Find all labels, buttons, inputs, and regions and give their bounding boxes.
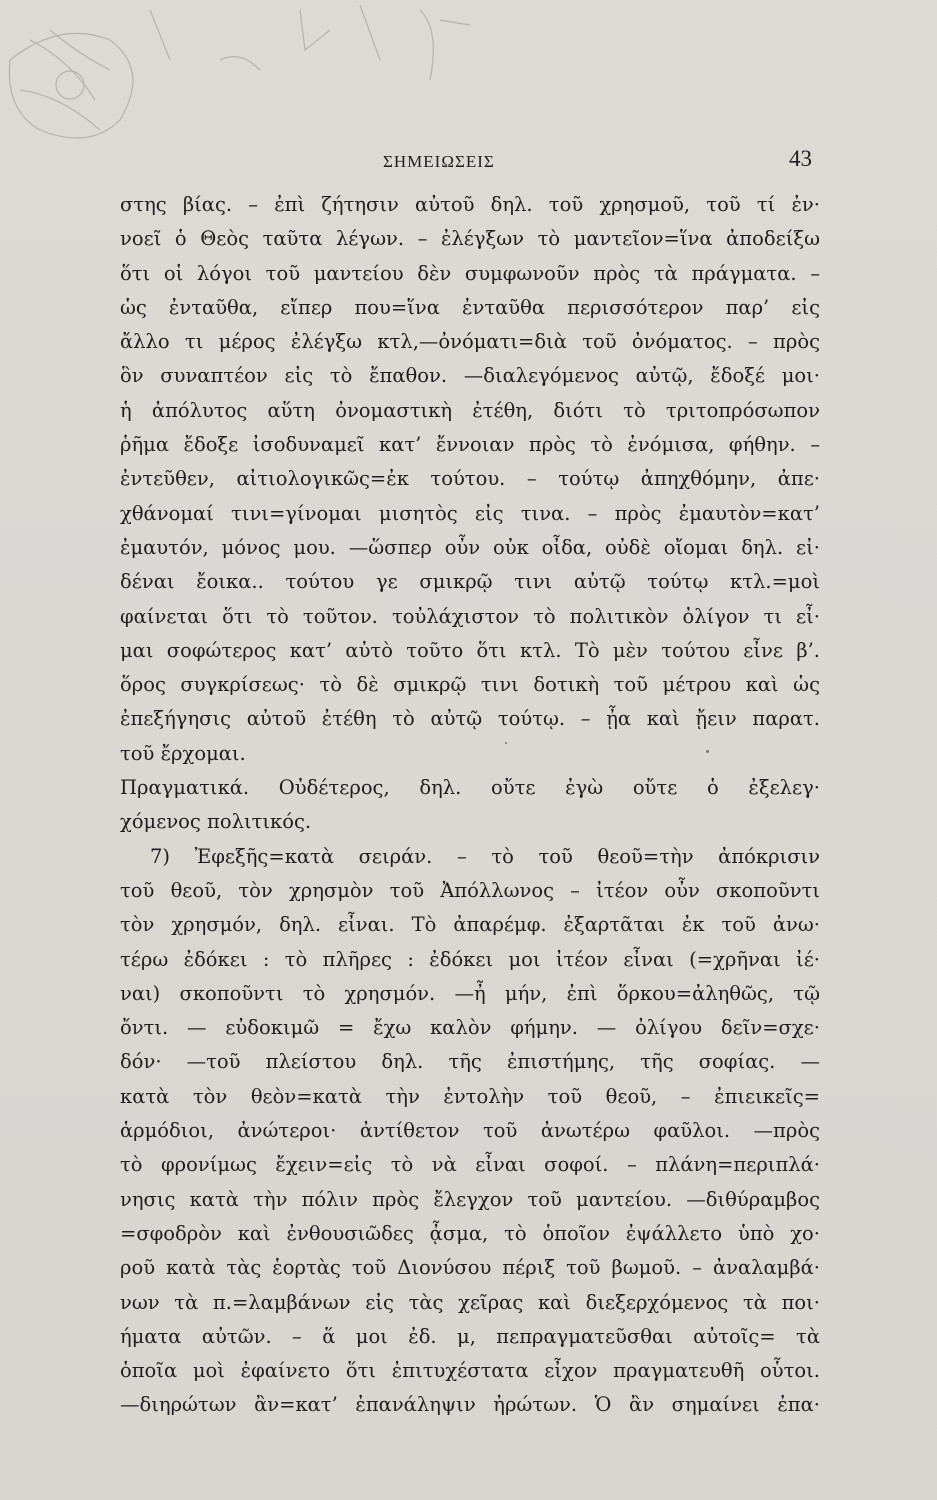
text-line: νων τὰ π.=λαμβάνων εἰς τὰς χεῖρας καὶ διεξερχόμενος τὰ ποι· (120, 1290, 820, 1314)
text-line: στης βίας. – ἐπὶ ζήτησιν αὐτοῦ δηλ. τοῦ χρησμοῦ, τοῦ τί ἐν· (120, 193, 820, 216)
text-line: τοῦ ἔρχομαι. (120, 741, 246, 765)
text-line: ὅτι οἱ λόγοι τοῦ μαντείου δὲν συμφωνοῦν πρὸς τὰ πράγματα. – (120, 261, 820, 285)
text-line: 7) Ἐφεξῆς=κατὰ σειράν. – τὸ τοῦ θεοῦ=τὴν ἀπόκρισιν (150, 844, 820, 868)
text-line: ἡ ἀπόλυτος αὕτη ὀνομαστικὴ ἐτέθη, διότι τὸ τριτοπρόσωπον (120, 398, 820, 422)
running-title: ΣΗΜΕΙΩΣΕΙΣ (383, 152, 495, 171)
text-line: ὅρος συγκρίσεως· τὸ δὲ σμικρῷ τινι δοτικὴ τοῦ μέτρου καὶ ὡς (120, 673, 820, 697)
text-line: ἐμαυτόν, μόνος μου. —ὥσπερ οὖν οὐκ οἶδα, οὐδὲ οἴομαι δηλ. εἰ· (120, 535, 820, 559)
text-line: φαίνεται ὅτι τὸ τοῦτον. τοὐλάχιστον τὸ πολιτικὸν ὀλίγον τι εἶ· (120, 604, 820, 628)
text-line: ὄντι. — εὐδοκιμῶ = ἔχω καλὸν φήμην. — ὀλίγου δεῖν=σχε· (120, 1016, 820, 1040)
text-line: ήματα αὐτῶν. – ἅ μοι ἐδ. μ, πεπραγματεῦσθαι αὐτοῖς= τὰ (120, 1324, 820, 1348)
text-line: ῥῆμα ἔδοξε ἰσοδυναμεῖ κατ’ ἔννοιαν πρὸς τὸ ἐνόμισα, φήθην. – (120, 433, 820, 457)
text-line: δόν· —τοῦ πλείστου δηλ. τῆς ἐπιστήμης, τῆς σοφίας. — (120, 1050, 820, 1074)
body-text (120, 188, 820, 1423)
page-number: 43 (789, 146, 812, 171)
text-line: τέρω ἐδόκει : τὸ πλῆρες : ἐδόκει μοι ἰτέον εἶναι (=χρῆναι ἰέ· (120, 947, 820, 971)
text-line: κατὰ τὸν θεὸν=κατὰ τὴν ἐντολὴν τοῦ θεοῦ, – ἐπιεικεῖς= (120, 1084, 820, 1108)
text-line: ὁποῖα μοὶ ἐφαίνετο ὅτι ἐπιτυχέστατα εἶχον πραγματευθῆ οὗτοι. (120, 1359, 820, 1383)
text-line: —διηρώτων ἂν=κατ’ ἐπανάληψιν ἠρώτων. Ὁ ἂν σημαίνει ἐπα· (120, 1393, 820, 1417)
pencil-sketch-icon (0, 0, 520, 160)
text-line: τὸν χρησμόν, δηλ. εἶναι. Τὸ ἀπαρέμφ. ἐξαρτᾶται ἐκ τοῦ ἀνω· (120, 913, 820, 937)
text-line: χόμενος πολιτικός. (120, 810, 312, 834)
text-line: ἁρμόδιοι, ἀνώτεροι· ἀντίθετον τοῦ ἀνωτέρω φαῦλοι. —πρὸς (120, 1119, 820, 1143)
paper-speck (706, 750, 709, 753)
running-head (0, 146, 937, 176)
text-line: ὡς ἐνταῦθα, εἴπερ που=ἵνα ἐνταῦθα περισσότερον παρ’ εἰς (120, 295, 820, 319)
text-line: τοῦ θεοῦ, τὸν χρησμὸν τοῦ Ἀπόλλωνος – ἰτέον οὖν σκοποῦντι (120, 878, 820, 902)
text-line: ἐντεῦθεν, αἰτιολογικῶς=ἐκ τούτου. – τούτῳ ἀπηχθόμην, ἀπε· (120, 467, 820, 491)
text-line: δέναι ἔοικα.. τούτου γε σμικρῷ τινι αὐτῷ τούτῳ κτλ.=μοὶ (120, 570, 820, 594)
text-line: ροῦ κατὰ τὰς ἑορτὰς τοῦ Διονύσου πέριξ τοῦ βωμοῦ. – ἀναλαμβά· (120, 1256, 820, 1280)
paper-speck (505, 742, 507, 744)
text-line: νοεῖ ὁ Θεὸς ταῦτα λέγων. – ἐλέγξων τὸ μαντεῖον=ἵνα ἀποδείξω (120, 227, 820, 251)
text-line: νησις κατὰ τὴν πόλιν πρὸς ἔλεγχον τοῦ μαντείου. —διθύραμβος (120, 1187, 820, 1211)
text-line: ὃν συναπτέον εἰς τὸ ἔπαθον. —διαλεγόμενος αὐτῷ, ἔδοξέ μοι· (120, 364, 820, 388)
text-line: ναι) σκοποῦντι τὸ χρησμόν. —ἦ μήν, ἐπὶ ὅρκου=ἀληθῶς, τῷ (120, 981, 820, 1005)
text-line: τὸ φρονίμως ἔχειν=εἰς τὸ νὰ εἶναι σοφοί. – πλάνη=περιπλά· (120, 1153, 820, 1177)
text-line: μαι σοφώτερος κατ’ αὐτὸ τοῦτο ὅτι κτλ. Τὸ μὲν τούτου εἶνε β’. (120, 638, 820, 662)
text-line: ἄλλο τι μέρος ἐλέγξω κτλ,—ὀνόματι=διὰ τοῦ ὀνόματος. – πρὸς (120, 330, 820, 354)
section-heading-line: Πραγματικά. Οὐδέτερος, δηλ. οὔτε ἐγὼ οὔτε ὁ ἐξελεγ· (120, 776, 820, 800)
text-line: ἐπεξήγησις αὐτοῦ ἐτέθη τὸ αὐτῷ τούτῳ. – ᾖα καὶ ᾔειν παρατ. (120, 707, 820, 731)
text-line: =σφοδρὸν καὶ ἐνθουσιῶδες ᾆσμα, τὸ ὁποῖον ἐψάλλετο ὑπὸ χο· (120, 1221, 820, 1245)
text-line: χθάνομαί τινι=γίνομαι μισητὸς εἰς τινα. – πρὸς ἐμαυτὸν=κατ’ (120, 501, 820, 525)
